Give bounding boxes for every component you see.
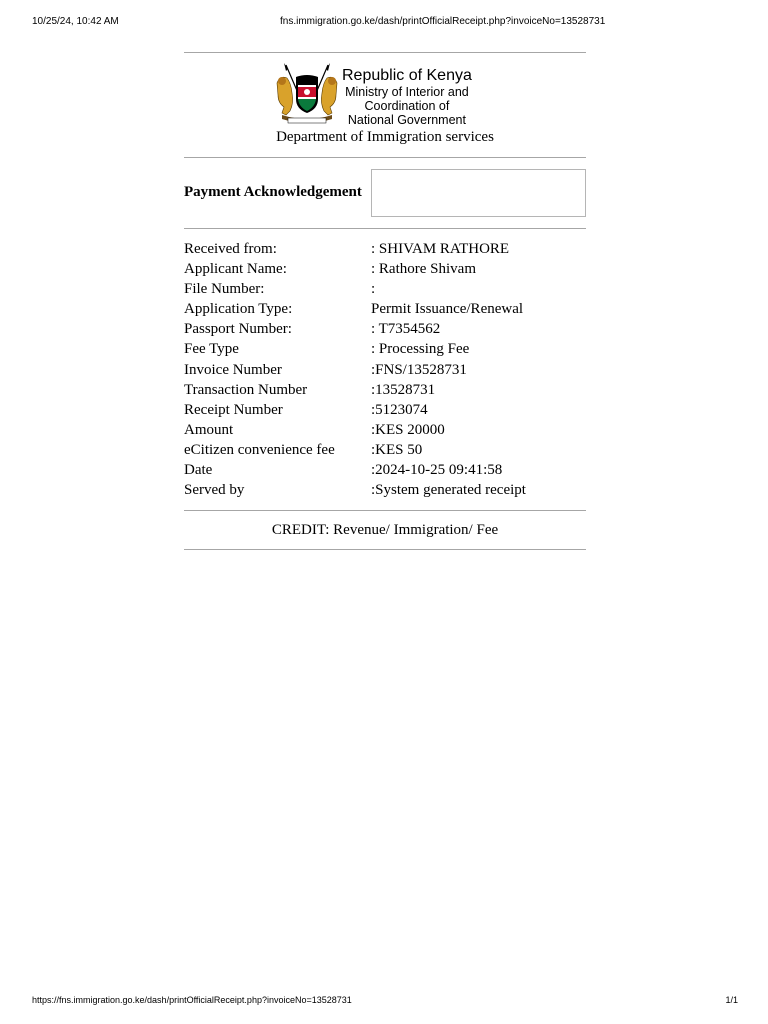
detail-value: :FNS/13528731 — [371, 361, 467, 378]
acknowledgement-box — [371, 169, 586, 217]
detail-label: Passport Number: — [184, 321, 292, 338]
print-header — [32, 16, 736, 30]
divider — [184, 549, 586, 550]
detail-row — [184, 460, 586, 480]
print-timestamp: 10/25/24, 10:42 AM — [32, 16, 119, 27]
detail-label: Served by — [184, 482, 245, 499]
page-count: 1/1 — [725, 995, 738, 1005]
detail-row — [184, 360, 586, 380]
credit-line: CREDIT: Revenue/ Immigration/ Fee — [271, 522, 499, 539]
detail-row — [184, 400, 586, 420]
detail-value: :2024-10-25 09:41:58 — [371, 462, 503, 479]
detail-value: : Rathore Shivam — [371, 261, 476, 278]
detail-value: Permit Issuance/Renewal — [371, 301, 524, 318]
detail-label: Date — [184, 462, 213, 479]
print-page-url: fns.immigration.go.ke/dash/printOfficialReceipt.php?invoiceNo=13528731 — [280, 16, 606, 27]
ministry-line-3: National Government — [347, 113, 466, 127]
print-footer — [32, 995, 738, 1009]
detail-label: Application Type: — [184, 301, 293, 318]
detail-label: eCitizen convenience fee — [184, 441, 335, 458]
ministry-block — [342, 67, 472, 127]
department-name: Department of Immigration services — [276, 129, 494, 145]
republic-title: Republic of Kenya — [342, 67, 472, 84]
detail-label: Transaction Number — [184, 381, 308, 398]
detail-label: Fee Type — [184, 341, 239, 358]
detail-row — [184, 380, 586, 400]
acknowledgement-section — [184, 158, 586, 228]
detail-value: : — [371, 281, 376, 298]
ministry-line-1: Ministry of Interior and — [345, 85, 469, 99]
detail-row — [184, 319, 586, 339]
ministry-line-2: Coordination of — [364, 99, 450, 113]
kenya-coat-of-arms-icon — [274, 63, 340, 127]
detail-value: :KES 20000 — [371, 421, 445, 438]
detail-value: :13528731 — [371, 381, 436, 398]
detail-label: Applicant Name: — [184, 261, 287, 278]
detail-row — [184, 279, 586, 299]
detail-value: : T7354562 — [371, 321, 441, 338]
detail-row — [184, 440, 586, 460]
receipt — [184, 52, 586, 550]
detail-label: File Number: — [184, 281, 265, 298]
detail-row — [184, 259, 586, 279]
detail-value: :System generated receipt — [371, 482, 526, 499]
detail-row — [184, 239, 586, 259]
detail-value: : Processing Fee — [371, 341, 470, 358]
acknowledgement-title: Payment Acknowledgement — [184, 184, 362, 200]
detail-label: Receipt Number — [184, 401, 283, 418]
detail-label: Invoice Number — [184, 361, 282, 378]
detail-row — [184, 420, 586, 440]
detail-row — [184, 299, 586, 319]
detail-row — [184, 480, 586, 500]
detail-value: : SHIVAM RATHORE — [371, 241, 510, 257]
detail-value: :5123074 — [371, 401, 428, 418]
detail-value: :KES 50 — [371, 441, 423, 458]
receipt-header — [184, 53, 586, 157]
detail-label: Amount — [184, 421, 234, 438]
detail-label: Received from: — [184, 241, 277, 257]
receipt-details — [184, 229, 586, 510]
print-footer-url: https://fns.immigration.go.ke/dash/printOfficialReceipt.php?invoiceNo=13528731 — [32, 995, 352, 1005]
detail-row — [184, 339, 586, 359]
